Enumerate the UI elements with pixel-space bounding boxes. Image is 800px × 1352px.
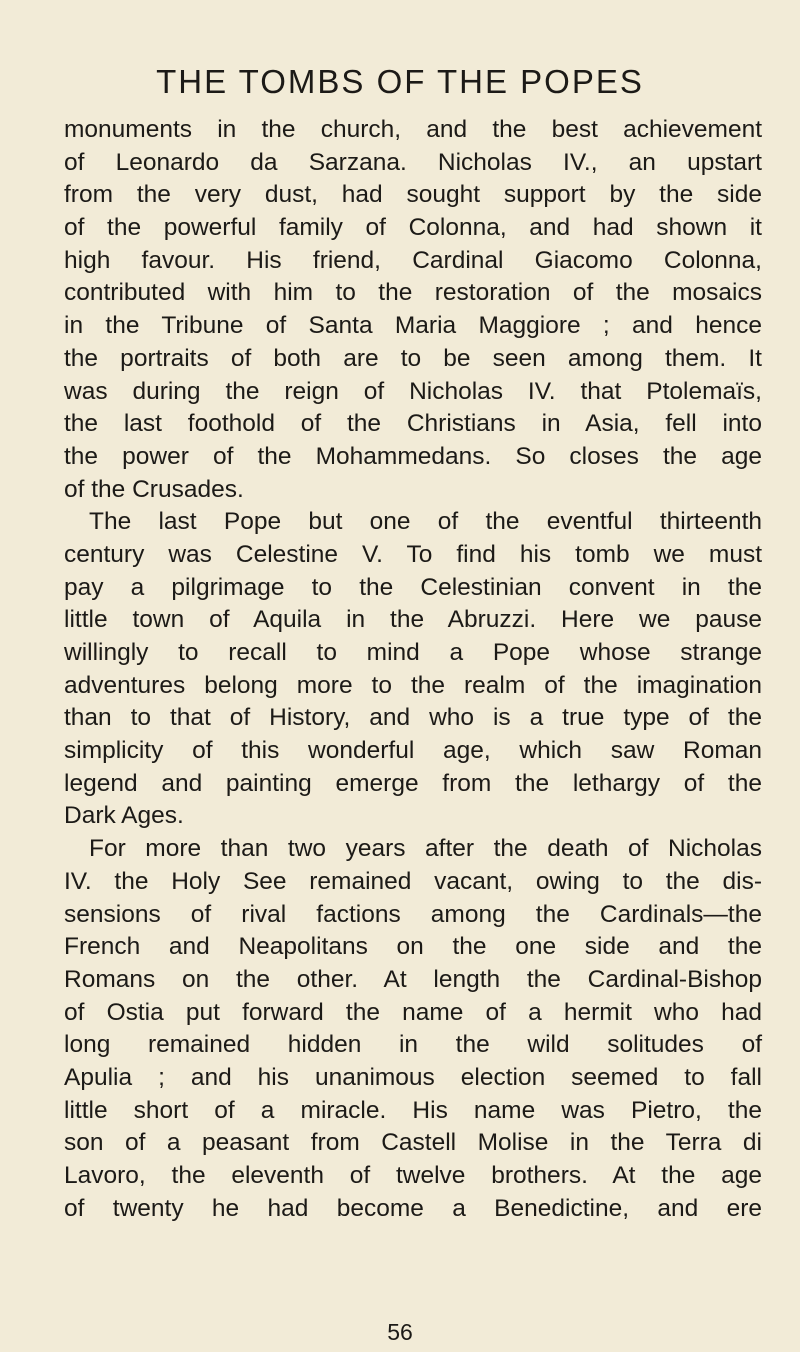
text-line: willingly to recall to mind a Pope whose strange <box>64 639 762 666</box>
text-line: little short of a miracle. His name was Pietro, the <box>64 1096 762 1124</box>
text-line: IV. the Holy See remained vacant, owing to the dis- <box>64 867 762 895</box>
text-line: was during the reign of Nicholas IV. that Ptolemaïs, <box>64 377 762 405</box>
text-line: in the Tribune of Santa Maria Maggiore ; and hence <box>64 312 762 340</box>
text-line: legend and painting emerge from the lethargy of the <box>64 769 762 797</box>
running-title: THE TOMBS OF THE POPES <box>156 63 644 100</box>
body-text <box>64 114 762 1225</box>
text-line: of the powerful family of Colonna, and had shown it <box>64 214 762 242</box>
text-line: French and Neapolitans on the one side and the <box>64 933 762 961</box>
text-line: Lavoro, the eleventh of twelve brothers. At the age <box>64 1162 762 1189</box>
text-line: Romans on the other. At length the Cardinal-Bishop <box>64 965 762 993</box>
text-line: sensions of rival factions among the Cardinals—the <box>64 900 762 928</box>
text-line: from the very dust, had sought support by the side <box>64 181 762 209</box>
text-line: simplicity of this wonderful age, which saw Roman <box>64 737 762 765</box>
text-line: century was Celestine V. To find his tomb we must <box>64 540 762 568</box>
text-line: the last foothold of the Christians in Asia, fell into <box>64 410 762 438</box>
text-line: the power of the Mohammedans. So closes the age <box>64 442 762 470</box>
text-line: long remained hidden in the wild solitudes of <box>64 1031 762 1059</box>
text-line: of Leonardo da Sarzana. Nicholas IV., an upstart <box>64 148 762 176</box>
page-number: 56 <box>387 1319 413 1345</box>
text-line: of Ostia put forward the name of a hermit who had <box>64 998 762 1026</box>
text-line: adventures belong more to the realm of the imagination <box>64 671 762 699</box>
text-line: of twenty he had become a Benedictine, and ere <box>64 1194 762 1222</box>
text-line: than to that of History, and who is a true type of the <box>64 704 762 732</box>
text-line: high favour. His friend, Cardinal Giacomo Colonna, <box>64 246 762 274</box>
text-line: pay a pilgrimage to the Celestinian convent in the <box>64 573 762 601</box>
text-line: Dark Ages. <box>64 802 184 830</box>
text-line: little town of Aquila in the Abruzzi. Here we pause <box>64 606 762 634</box>
text-line: For more than two years after the death of Nicholas <box>89 835 762 863</box>
text-line: The last Pope but one of the eventful thirteenth <box>89 508 762 536</box>
text-line: Apulia ; and his unanimous election seemed to fall <box>64 1063 762 1091</box>
text-line: the portraits of both are to be seen among them. It <box>64 344 762 372</box>
text-line: monuments in the church, and the best achievement <box>64 116 762 143</box>
text-line: of the Crusades. <box>64 475 244 503</box>
text-line: son of a peasant from Castell Molise in the Terra di <box>64 1129 762 1157</box>
text-line: contributed with him to the restoration of the mosaics <box>64 279 762 307</box>
